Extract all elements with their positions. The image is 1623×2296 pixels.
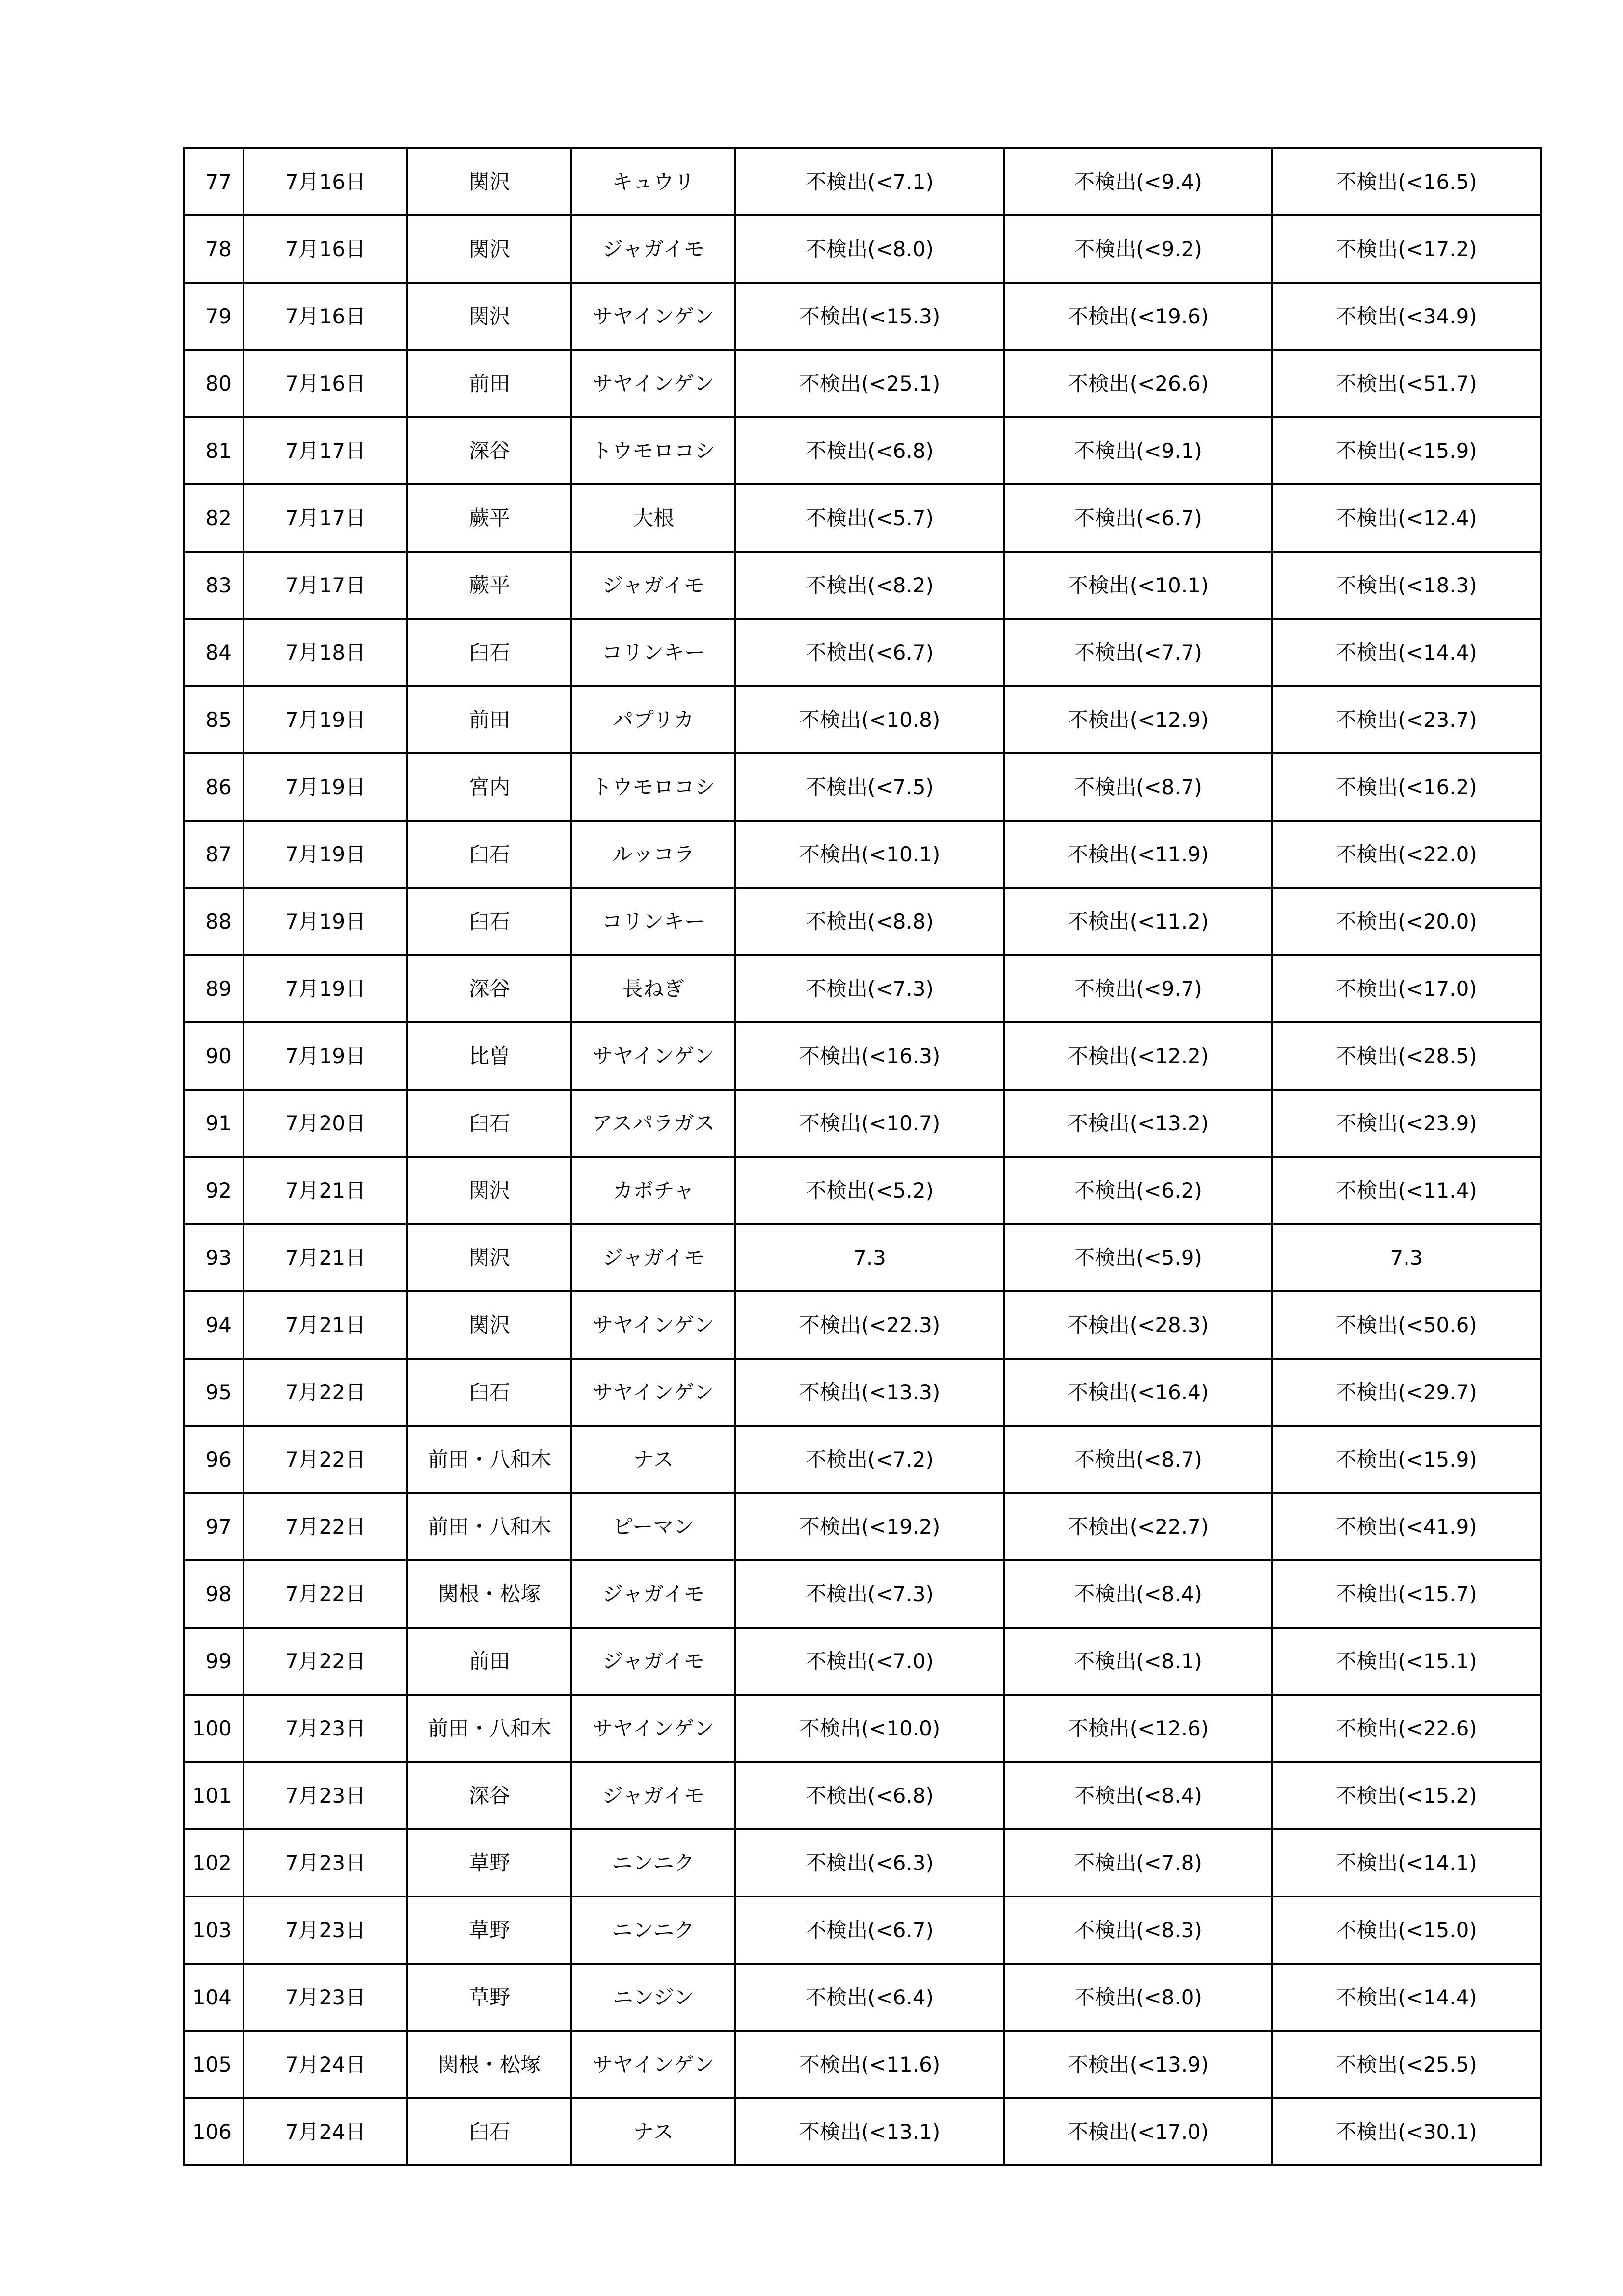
cell-item: サヤインゲン xyxy=(571,283,735,350)
cell-value-1: 不検出(<7.5) xyxy=(735,753,1004,821)
cell-number: 79 xyxy=(184,283,243,350)
table-row xyxy=(184,888,1541,955)
cell-item: ピーマン xyxy=(571,1493,735,1560)
cell-date: 7月19日 xyxy=(243,821,407,888)
cell-value-3: 不検出(<16.2) xyxy=(1272,753,1541,821)
table-row xyxy=(184,148,1541,215)
cell-item: ルッコラ xyxy=(571,821,735,888)
cell-number: 98 xyxy=(184,1560,243,1628)
cell-value-1: 不検出(<13.1) xyxy=(735,2098,1004,2165)
table-row xyxy=(184,1291,1541,1359)
cell-value-2: 不検出(<12.6) xyxy=(1004,1695,1272,1762)
cell-date: 7月19日 xyxy=(243,753,407,821)
cell-number: 78 xyxy=(184,215,243,283)
cell-area: 関沢 xyxy=(407,148,571,215)
cell-value-3: 不検出(<14.4) xyxy=(1272,619,1541,686)
cell-area: 草野 xyxy=(407,1829,571,1896)
cell-date: 7月17日 xyxy=(243,417,407,484)
cell-date: 7月23日 xyxy=(243,1964,407,2031)
cell-date: 7月23日 xyxy=(243,1695,407,1762)
cell-date: 7月19日 xyxy=(243,888,407,955)
table-row xyxy=(184,417,1541,484)
cell-item: キュウリ xyxy=(571,148,735,215)
cell-item: 長ねぎ xyxy=(571,955,735,1022)
cell-number: 91 xyxy=(184,1090,243,1157)
cell-value-2: 不検出(<5.9) xyxy=(1004,1224,1272,1291)
cell-date: 7月21日 xyxy=(243,1157,407,1224)
cell-number: 100 xyxy=(184,1695,243,1762)
cell-item: ジャガイモ xyxy=(571,1628,735,1695)
cell-number: 90 xyxy=(184,1022,243,1090)
cell-area: 深谷 xyxy=(407,1762,571,1829)
cell-number: 99 xyxy=(184,1628,243,1695)
cell-area: 蕨平 xyxy=(407,552,571,619)
cell-value-3: 不検出(<30.1) xyxy=(1272,2098,1541,2165)
cell-value-3: 不検出(<15.9) xyxy=(1272,1426,1541,1493)
cell-value-1: 不検出(<15.3) xyxy=(735,283,1004,350)
cell-value-2: 不検出(<8.4) xyxy=(1004,1560,1272,1628)
cell-item: カボチャ xyxy=(571,1157,735,1224)
cell-number: 92 xyxy=(184,1157,243,1224)
cell-area: 前田・八和木 xyxy=(407,1493,571,1560)
cell-date: 7月20日 xyxy=(243,1090,407,1157)
cell-number: 94 xyxy=(184,1291,243,1359)
cell-item: サヤインゲン xyxy=(571,1695,735,1762)
cell-item: ニンジン xyxy=(571,1964,735,2031)
cell-date: 7月16日 xyxy=(243,283,407,350)
cell-area: 臼石 xyxy=(407,821,571,888)
cell-number: 95 xyxy=(184,1359,243,1426)
cell-value-3: 不検出(<17.2) xyxy=(1272,215,1541,283)
cell-value-2: 不検出(<7.8) xyxy=(1004,1829,1272,1896)
cell-area: 前田・八和木 xyxy=(407,1695,571,1762)
cell-item: ジャガイモ xyxy=(571,1224,735,1291)
table-row xyxy=(184,1695,1541,1762)
cell-value-1: 不検出(<7.3) xyxy=(735,955,1004,1022)
inspection-results-table xyxy=(183,147,1542,2166)
cell-number: 101 xyxy=(184,1762,243,1829)
cell-item: ニンニク xyxy=(571,1829,735,1896)
cell-value-2: 不検出(<9.4) xyxy=(1004,148,1272,215)
cell-number: 83 xyxy=(184,552,243,619)
cell-date: 7月18日 xyxy=(243,619,407,686)
cell-value-1: 7.3 xyxy=(735,1224,1004,1291)
cell-value-3: 不検出(<23.9) xyxy=(1272,1090,1541,1157)
cell-value-3: 不検出(<15.0) xyxy=(1272,1896,1541,1964)
cell-value-2: 不検出(<12.9) xyxy=(1004,686,1272,753)
table-row xyxy=(184,1426,1541,1493)
cell-area: 深谷 xyxy=(407,955,571,1022)
cell-number: 84 xyxy=(184,619,243,686)
cell-value-2: 不検出(<8.0) xyxy=(1004,1964,1272,2031)
cell-value-1: 不検出(<10.7) xyxy=(735,1090,1004,1157)
cell-value-2: 不検出(<9.7) xyxy=(1004,955,1272,1022)
cell-value-3: 不検出(<51.7) xyxy=(1272,350,1541,417)
cell-area: 前田 xyxy=(407,350,571,417)
cell-value-2: 不検出(<8.1) xyxy=(1004,1628,1272,1695)
cell-value-1: 不検出(<13.3) xyxy=(735,1359,1004,1426)
cell-value-1: 不検出(<6.8) xyxy=(735,1762,1004,1829)
cell-value-1: 不検出(<8.2) xyxy=(735,552,1004,619)
cell-date: 7月22日 xyxy=(243,1560,407,1628)
cell-number: 97 xyxy=(184,1493,243,1560)
cell-item: ニンニク xyxy=(571,1896,735,1964)
cell-value-2: 不検出(<22.7) xyxy=(1004,1493,1272,1560)
cell-item: パプリカ xyxy=(571,686,735,753)
cell-value-1: 不検出(<6.7) xyxy=(735,619,1004,686)
cell-value-3: 不検出(<50.6) xyxy=(1272,1291,1541,1359)
table-row xyxy=(184,1896,1541,1964)
cell-value-3: 不検出(<15.2) xyxy=(1272,1762,1541,1829)
cell-value-2: 不検出(<6.2) xyxy=(1004,1157,1272,1224)
cell-value-2: 不検出(<8.7) xyxy=(1004,753,1272,821)
cell-value-1: 不検出(<6.8) xyxy=(735,417,1004,484)
table-row xyxy=(184,955,1541,1022)
table-row xyxy=(184,2098,1541,2165)
cell-value-2: 不検出(<16.4) xyxy=(1004,1359,1272,1426)
cell-number: 105 xyxy=(184,2031,243,2098)
cell-value-1: 不検出(<8.8) xyxy=(735,888,1004,955)
cell-value-3: 不検出(<23.7) xyxy=(1272,686,1541,753)
cell-area: 関沢 xyxy=(407,283,571,350)
cell-item: コリンキー xyxy=(571,888,735,955)
cell-item: ジャガイモ xyxy=(571,1560,735,1628)
cell-value-1: 不検出(<6.7) xyxy=(735,1896,1004,1964)
cell-number: 81 xyxy=(184,417,243,484)
cell-area: 深谷 xyxy=(407,417,571,484)
cell-value-3: 不検出(<15.9) xyxy=(1272,417,1541,484)
table-row xyxy=(184,1224,1541,1291)
cell-item: 大根 xyxy=(571,484,735,552)
cell-item: トウモロコシ xyxy=(571,417,735,484)
cell-value-3: 不検出(<14.1) xyxy=(1272,1829,1541,1896)
cell-area: 蕨平 xyxy=(407,484,571,552)
cell-date: 7月17日 xyxy=(243,484,407,552)
cell-date: 7月19日 xyxy=(243,955,407,1022)
table-row xyxy=(184,1359,1541,1426)
table-row xyxy=(184,1829,1541,1896)
cell-value-3: 不検出(<25.5) xyxy=(1272,2031,1541,2098)
cell-value-2: 不検出(<11.2) xyxy=(1004,888,1272,955)
cell-value-2: 不検出(<10.1) xyxy=(1004,552,1272,619)
cell-value-1: 不検出(<6.4) xyxy=(735,1964,1004,2031)
cell-number: 102 xyxy=(184,1829,243,1896)
cell-value-2: 不検出(<26.6) xyxy=(1004,350,1272,417)
table-row xyxy=(184,1022,1541,1090)
cell-value-2: 不検出(<13.2) xyxy=(1004,1090,1272,1157)
cell-value-3: 不検出(<29.7) xyxy=(1272,1359,1541,1426)
table-row xyxy=(184,2031,1541,2098)
cell-value-3: 不検出(<11.4) xyxy=(1272,1157,1541,1224)
cell-area: 関沢 xyxy=(407,1291,571,1359)
cell-number: 80 xyxy=(184,350,243,417)
cell-area: 前田 xyxy=(407,1628,571,1695)
cell-value-3: 不検出(<18.3) xyxy=(1272,552,1541,619)
table-row xyxy=(184,1762,1541,1829)
cell-value-2: 不検出(<17.0) xyxy=(1004,2098,1272,2165)
cell-value-1: 不検出(<7.1) xyxy=(735,148,1004,215)
table-row xyxy=(184,821,1541,888)
cell-area: 臼石 xyxy=(407,2098,571,2165)
cell-area: 前田 xyxy=(407,686,571,753)
cell-item: サヤインゲン xyxy=(571,1291,735,1359)
cell-date: 7月24日 xyxy=(243,2098,407,2165)
cell-value-2: 不検出(<8.7) xyxy=(1004,1426,1272,1493)
cell-number: 87 xyxy=(184,821,243,888)
cell-value-2: 不検出(<8.4) xyxy=(1004,1762,1272,1829)
cell-area: 関沢 xyxy=(407,1157,571,1224)
table-row xyxy=(184,1493,1541,1560)
cell-area: 比曽 xyxy=(407,1022,571,1090)
cell-area: 関根・松塚 xyxy=(407,2031,571,2098)
cell-value-2: 不検出(<19.6) xyxy=(1004,283,1272,350)
cell-item: ナス xyxy=(571,1426,735,1493)
cell-value-3: 不検出(<15.1) xyxy=(1272,1628,1541,1695)
cell-area: 関沢 xyxy=(407,1224,571,1291)
cell-value-1: 不検出(<11.6) xyxy=(735,2031,1004,2098)
cell-number: 104 xyxy=(184,1964,243,2031)
cell-value-1: 不検出(<10.0) xyxy=(735,1695,1004,1762)
cell-date: 7月22日 xyxy=(243,1493,407,1560)
cell-value-2: 不検出(<13.9) xyxy=(1004,2031,1272,2098)
cell-value-2: 不検出(<9.2) xyxy=(1004,215,1272,283)
cell-value-1: 不検出(<7.2) xyxy=(735,1426,1004,1493)
cell-value-2: 不検出(<9.1) xyxy=(1004,417,1272,484)
cell-date: 7月16日 xyxy=(243,350,407,417)
cell-area: 臼石 xyxy=(407,888,571,955)
cell-value-1: 不検出(<5.7) xyxy=(735,484,1004,552)
cell-date: 7月19日 xyxy=(243,686,407,753)
table-row xyxy=(184,686,1541,753)
cell-date: 7月23日 xyxy=(243,1896,407,1964)
cell-item: サヤインゲン xyxy=(571,350,735,417)
cell-value-1: 不検出(<10.8) xyxy=(735,686,1004,753)
cell-item: ジャガイモ xyxy=(571,1762,735,1829)
cell-number: 103 xyxy=(184,1896,243,1964)
cell-date: 7月22日 xyxy=(243,1628,407,1695)
cell-value-1: 不検出(<7.0) xyxy=(735,1628,1004,1695)
cell-value-2: 不検出(<8.3) xyxy=(1004,1896,1272,1964)
table-row xyxy=(184,484,1541,552)
table-row xyxy=(184,753,1541,821)
cell-item: サヤインゲン xyxy=(571,2031,735,2098)
cell-value-1: 不検出(<5.2) xyxy=(735,1157,1004,1224)
cell-area: 臼石 xyxy=(407,619,571,686)
cell-number: 96 xyxy=(184,1426,243,1493)
cell-item: サヤインゲン xyxy=(571,1359,735,1426)
cell-date: 7月24日 xyxy=(243,2031,407,2098)
cell-number: 89 xyxy=(184,955,243,1022)
cell-date: 7月22日 xyxy=(243,1359,407,1426)
cell-value-1: 不検出(<6.3) xyxy=(735,1829,1004,1896)
cell-value-2: 不検出(<12.2) xyxy=(1004,1022,1272,1090)
table-row xyxy=(184,350,1541,417)
cell-value-3: 不検出(<15.7) xyxy=(1272,1560,1541,1628)
cell-value-3: 不検出(<34.9) xyxy=(1272,283,1541,350)
cell-number: 77 xyxy=(184,148,243,215)
table-row xyxy=(184,1628,1541,1695)
table-row xyxy=(184,552,1541,619)
cell-item: トウモロコシ xyxy=(571,753,735,821)
cell-value-2: 不検出(<28.3) xyxy=(1004,1291,1272,1359)
cell-number: 93 xyxy=(184,1224,243,1291)
cell-area: 臼石 xyxy=(407,1359,571,1426)
cell-date: 7月16日 xyxy=(243,215,407,283)
cell-value-3: 不検出(<28.5) xyxy=(1272,1022,1541,1090)
cell-number: 88 xyxy=(184,888,243,955)
cell-date: 7月21日 xyxy=(243,1291,407,1359)
cell-value-1: 不検出(<22.3) xyxy=(735,1291,1004,1359)
table-row xyxy=(184,619,1541,686)
cell-area: 関根・松塚 xyxy=(407,1560,571,1628)
cell-area: 宮内 xyxy=(407,753,571,821)
table-row xyxy=(184,1090,1541,1157)
cell-value-3: 不検出(<22.0) xyxy=(1272,821,1541,888)
cell-value-2: 不検出(<6.7) xyxy=(1004,484,1272,552)
cell-number: 82 xyxy=(184,484,243,552)
cell-value-3: 不検出(<17.0) xyxy=(1272,955,1541,1022)
cell-area: 草野 xyxy=(407,1964,571,2031)
cell-item: ジャガイモ xyxy=(571,552,735,619)
cell-date: 7月23日 xyxy=(243,1829,407,1896)
cell-date: 7月21日 xyxy=(243,1224,407,1291)
cell-value-3: 不検出(<20.0) xyxy=(1272,888,1541,955)
cell-item: ジャガイモ xyxy=(571,215,735,283)
cell-area: 前田・八和木 xyxy=(407,1426,571,1493)
cell-value-2: 不検出(<11.9) xyxy=(1004,821,1272,888)
cell-date: 7月19日 xyxy=(243,1022,407,1090)
cell-value-1: 不検出(<16.3) xyxy=(735,1022,1004,1090)
cell-date: 7月23日 xyxy=(243,1762,407,1829)
cell-value-1: 不検出(<7.3) xyxy=(735,1560,1004,1628)
cell-value-1: 不検出(<10.1) xyxy=(735,821,1004,888)
cell-item: コリンキー xyxy=(571,619,735,686)
cell-value-3: 不検出(<41.9) xyxy=(1272,1493,1541,1560)
cell-date: 7月17日 xyxy=(243,552,407,619)
cell-value-2: 不検出(<7.7) xyxy=(1004,619,1272,686)
cell-item: ナス xyxy=(571,2098,735,2165)
table-row xyxy=(184,1560,1541,1628)
table-body xyxy=(184,148,1541,2165)
table-row xyxy=(184,1964,1541,2031)
table-row xyxy=(184,283,1541,350)
cell-area: 草野 xyxy=(407,1896,571,1964)
cell-value-3: 不検出(<22.6) xyxy=(1272,1695,1541,1762)
table-row xyxy=(184,1157,1541,1224)
cell-item: アスパラガス xyxy=(571,1090,735,1157)
cell-value-1: 不検出(<25.1) xyxy=(735,350,1004,417)
cell-number: 86 xyxy=(184,753,243,821)
cell-value-3: 不検出(<14.4) xyxy=(1272,1964,1541,2031)
cell-area: 関沢 xyxy=(407,215,571,283)
cell-number: 106 xyxy=(184,2098,243,2165)
cell-value-3: 不検出(<16.5) xyxy=(1272,148,1541,215)
cell-value-3: 7.3 xyxy=(1272,1224,1541,1291)
cell-area: 臼石 xyxy=(407,1090,571,1157)
cell-date: 7月16日 xyxy=(243,148,407,215)
cell-value-1: 不検出(<8.0) xyxy=(735,215,1004,283)
cell-number: 85 xyxy=(184,686,243,753)
table-row xyxy=(184,215,1541,283)
cell-value-3: 不検出(<12.4) xyxy=(1272,484,1541,552)
cell-item: サヤインゲン xyxy=(571,1022,735,1090)
cell-value-1: 不検出(<19.2) xyxy=(735,1493,1004,1560)
cell-date: 7月22日 xyxy=(243,1426,407,1493)
